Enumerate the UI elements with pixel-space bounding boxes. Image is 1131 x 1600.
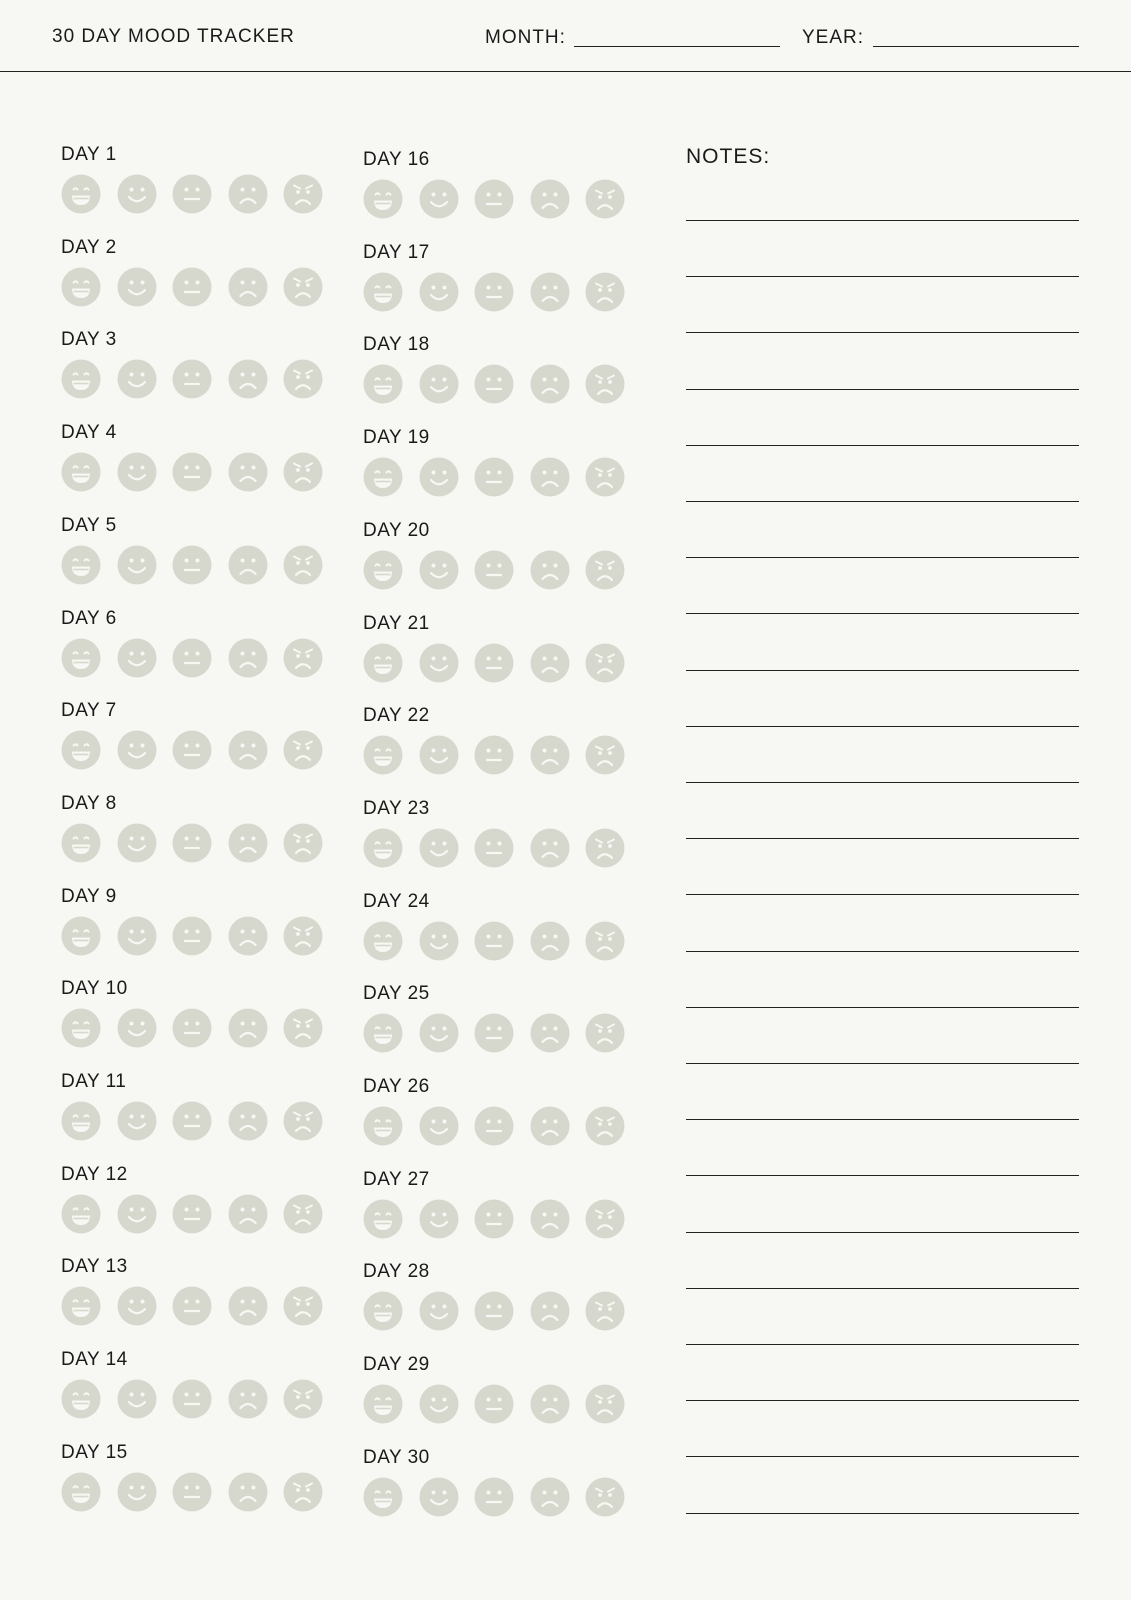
mood-options (61, 267, 351, 309)
day-row (61, 422, 351, 514)
mood-options (61, 1101, 351, 1143)
mood-options (61, 1472, 351, 1514)
laughing-face-icon[interactable] (61, 730, 101, 770)
day-row (61, 237, 351, 329)
neutral-face-icon[interactable] (474, 364, 514, 404)
notes-label: NOTES: (686, 145, 771, 168)
mood-options (363, 179, 653, 221)
angry-face-icon[interactable] (585, 921, 625, 961)
neutral-face-icon[interactable] (172, 1194, 212, 1234)
mood-options (61, 823, 351, 865)
laughing-face-icon[interactable] (61, 545, 101, 585)
day-label: DAY 27 (363, 1168, 430, 1190)
mood-options (61, 359, 351, 401)
mood-options (363, 1013, 653, 1055)
note-line[interactable] (686, 894, 1079, 895)
smiling-face-icon[interactable] (117, 267, 157, 307)
angry-face-icon[interactable] (283, 638, 323, 678)
neutral-face-icon[interactable] (474, 1106, 514, 1146)
angry-face-icon[interactable] (585, 1199, 625, 1239)
angry-face-icon[interactable] (283, 1101, 323, 1141)
day-row (61, 793, 351, 885)
laughing-face-icon[interactable] (363, 643, 403, 683)
sad-face-icon[interactable] (228, 730, 268, 770)
note-line[interactable] (686, 613, 1079, 614)
laughing-face-icon[interactable] (363, 828, 403, 868)
neutral-face-icon[interactable] (172, 267, 212, 307)
angry-face-icon[interactable] (283, 174, 323, 214)
day-label: DAY 24 (363, 890, 430, 912)
note-line[interactable] (686, 1344, 1079, 1345)
day-row (363, 520, 653, 612)
day-label: DAY 8 (61, 792, 117, 814)
mood-options (61, 730, 351, 772)
angry-face-icon[interactable] (585, 364, 625, 404)
day-row (61, 978, 351, 1070)
note-line[interactable] (686, 1288, 1079, 1289)
neutral-face-icon[interactable] (172, 359, 212, 399)
laughing-face-icon[interactable] (363, 1477, 403, 1517)
day-row (363, 1261, 653, 1353)
angry-face-icon[interactable] (585, 643, 625, 683)
day-row (363, 705, 653, 797)
laughing-face-icon[interactable] (61, 1008, 101, 1048)
sad-face-icon[interactable] (530, 457, 570, 497)
mood-options (363, 550, 653, 592)
day-label: DAY 3 (61, 329, 117, 351)
sad-face-icon[interactable] (228, 1194, 268, 1234)
mood-options (363, 1199, 653, 1241)
neutral-face-icon[interactable] (474, 1013, 514, 1053)
day-label: DAY 28 (363, 1261, 430, 1283)
neutral-face-icon[interactable] (474, 1477, 514, 1517)
angry-face-icon[interactable] (283, 1472, 323, 1512)
angry-face-icon[interactable] (585, 550, 625, 590)
laughing-face-icon[interactable] (61, 1472, 101, 1512)
angry-face-icon[interactable] (585, 1291, 625, 1331)
neutral-face-icon[interactable] (172, 1286, 212, 1326)
year-label: YEAR: (802, 27, 865, 48)
angry-face-icon[interactable] (283, 1379, 323, 1419)
note-line[interactable] (686, 951, 1079, 952)
mood-options (363, 1106, 653, 1148)
page-header (0, 0, 1131, 72)
sad-face-icon[interactable] (530, 1013, 570, 1053)
laughing-face-icon[interactable] (61, 1101, 101, 1141)
mood-options (61, 638, 351, 680)
neutral-face-icon[interactable] (172, 823, 212, 863)
day-label: DAY 19 (363, 427, 430, 449)
neutral-face-icon[interactable] (172, 1101, 212, 1141)
laughing-face-icon[interactable] (61, 638, 101, 678)
sad-face-icon[interactable] (530, 179, 570, 219)
mood-options (61, 545, 351, 587)
neutral-face-icon[interactable] (474, 1384, 514, 1424)
mood-options (363, 1384, 653, 1426)
note-line[interactable] (686, 389, 1079, 390)
mood-options (363, 1477, 653, 1519)
neutral-face-icon[interactable] (172, 730, 212, 770)
mood-options (61, 1194, 351, 1236)
laughing-face-icon[interactable] (363, 1013, 403, 1053)
sad-face-icon[interactable] (530, 735, 570, 775)
laughing-face-icon[interactable] (61, 916, 101, 956)
smiling-face-icon[interactable] (419, 457, 459, 497)
note-line[interactable] (686, 1175, 1079, 1176)
sad-face-icon[interactable] (228, 1379, 268, 1419)
day-label: DAY 26 (363, 1076, 430, 1097)
smiling-face-icon[interactable] (419, 179, 459, 219)
neutral-face-icon[interactable] (474, 179, 514, 219)
smiling-face-icon[interactable] (117, 174, 157, 214)
smiling-face-icon[interactable] (117, 638, 157, 678)
angry-face-icon[interactable] (283, 545, 323, 585)
day-row (61, 886, 351, 978)
neutral-face-icon[interactable] (474, 1199, 514, 1239)
sad-face-icon[interactable] (530, 643, 570, 683)
note-line[interactable] (686, 1232, 1079, 1233)
angry-face-icon[interactable] (585, 179, 625, 219)
smiling-face-icon[interactable] (117, 1286, 157, 1326)
smiling-face-icon[interactable] (117, 823, 157, 863)
day-row (61, 515, 351, 607)
laughing-face-icon[interactable] (61, 1379, 101, 1419)
month-label: MONTH: (485, 27, 566, 48)
laughing-face-icon[interactable] (363, 550, 403, 590)
note-line[interactable] (686, 332, 1079, 333)
day-row (61, 608, 351, 700)
day-row (61, 1164, 351, 1256)
sad-face-icon[interactable] (228, 545, 268, 585)
smiling-face-icon[interactable] (419, 1013, 459, 1053)
laughing-face-icon[interactable] (363, 1106, 403, 1146)
day-label: DAY 14 (61, 1349, 128, 1371)
day-label: DAY 1 (61, 144, 117, 165)
neutral-face-icon[interactable] (172, 545, 212, 585)
smiling-face-icon[interactable] (419, 1291, 459, 1331)
note-line[interactable] (686, 1400, 1079, 1401)
angry-face-icon[interactable] (585, 457, 625, 497)
laughing-face-icon[interactable] (363, 364, 403, 404)
angry-face-icon[interactable] (585, 828, 625, 868)
angry-face-icon[interactable] (585, 735, 625, 775)
sad-face-icon[interactable] (530, 1477, 570, 1517)
smiling-face-icon[interactable] (419, 921, 459, 961)
day-row (363, 1169, 653, 1261)
mood-options (61, 1286, 351, 1328)
day-row (61, 1071, 351, 1163)
angry-face-icon[interactable] (283, 730, 323, 770)
day-label: DAY 20 (363, 519, 430, 541)
day-label: DAY 18 (363, 334, 430, 356)
smiling-face-icon[interactable] (419, 1384, 459, 1424)
laughing-face-icon[interactable] (363, 1291, 403, 1331)
day-label: DAY 2 (61, 236, 117, 258)
laughing-face-icon[interactable] (61, 1286, 101, 1326)
laughing-face-icon[interactable] (61, 452, 101, 492)
sad-face-icon[interactable] (530, 921, 570, 961)
day-row (363, 242, 653, 334)
laughing-face-icon[interactable] (61, 174, 101, 214)
day-row (61, 329, 351, 421)
note-line[interactable] (686, 1513, 1079, 1514)
day-label: DAY 10 (61, 978, 128, 1000)
day-label: DAY 4 (61, 422, 117, 444)
angry-face-icon[interactable] (283, 1008, 323, 1048)
angry-face-icon[interactable] (283, 267, 323, 307)
angry-face-icon[interactable] (585, 1477, 625, 1517)
neutral-face-icon[interactable] (172, 174, 212, 214)
day-label: DAY 7 (61, 700, 117, 722)
day-label: DAY 6 (61, 607, 117, 629)
note-line[interactable] (686, 445, 1079, 446)
mood-options (61, 1008, 351, 1050)
laughing-face-icon[interactable] (61, 1194, 101, 1234)
angry-face-icon[interactable] (283, 823, 323, 863)
day-row (363, 891, 653, 983)
laughing-face-icon[interactable] (363, 921, 403, 961)
day-label: DAY 17 (363, 241, 430, 263)
smiling-face-icon[interactable] (117, 1101, 157, 1141)
day-label: DAY 29 (363, 1354, 430, 1376)
sad-face-icon[interactable] (530, 272, 570, 312)
mood-options (363, 828, 653, 870)
neutral-face-icon[interactable] (474, 921, 514, 961)
smiling-face-icon[interactable] (419, 272, 459, 312)
smiling-face-icon[interactable] (117, 545, 157, 585)
smiling-face-icon[interactable] (117, 1194, 157, 1234)
note-line[interactable] (686, 501, 1079, 502)
sad-face-icon[interactable] (530, 1384, 570, 1424)
angry-face-icon[interactable] (283, 452, 323, 492)
sad-face-icon[interactable] (228, 359, 268, 399)
day-label: DAY 23 (363, 797, 430, 819)
neutral-face-icon[interactable] (172, 1379, 212, 1419)
smiling-face-icon[interactable] (117, 730, 157, 770)
note-line[interactable] (686, 1007, 1079, 1008)
day-label: DAY 9 (61, 885, 117, 907)
neutral-face-icon[interactable] (474, 643, 514, 683)
smiling-face-icon[interactable] (419, 364, 459, 404)
laughing-face-icon[interactable] (363, 735, 403, 775)
sad-face-icon[interactable] (228, 267, 268, 307)
sad-face-icon[interactable] (228, 1286, 268, 1326)
year-field[interactable] (873, 46, 1079, 47)
day-label: DAY 16 (363, 149, 430, 170)
day-label: DAY 11 (61, 1071, 127, 1092)
laughing-face-icon[interactable] (61, 267, 101, 307)
day-row (363, 427, 653, 519)
smiling-face-icon[interactable] (117, 1472, 157, 1512)
angry-face-icon[interactable] (283, 916, 323, 956)
sad-face-icon[interactable] (530, 1199, 570, 1239)
neutral-face-icon[interactable] (474, 735, 514, 775)
day-label: DAY 15 (61, 1441, 128, 1463)
day-label: DAY 25 (363, 983, 430, 1005)
note-line[interactable] (686, 220, 1079, 221)
smiling-face-icon[interactable] (419, 1106, 459, 1146)
angry-face-icon[interactable] (283, 359, 323, 399)
angry-face-icon[interactable] (585, 1106, 625, 1146)
note-line[interactable] (686, 726, 1079, 727)
laughing-face-icon[interactable] (61, 359, 101, 399)
neutral-face-icon[interactable] (172, 452, 212, 492)
day-row (363, 1076, 653, 1168)
mood-options (363, 735, 653, 777)
mood-options (363, 1291, 653, 1333)
neutral-face-icon[interactable] (172, 638, 212, 678)
laughing-face-icon[interactable] (363, 272, 403, 312)
angry-face-icon[interactable] (585, 1384, 625, 1424)
note-line[interactable] (686, 1063, 1079, 1064)
mood-options (363, 643, 653, 685)
day-row (61, 700, 351, 792)
laughing-face-icon[interactable] (363, 179, 403, 219)
day-row (363, 983, 653, 1075)
mood-options (61, 452, 351, 494)
sad-face-icon[interactable] (530, 364, 570, 404)
neutral-face-icon[interactable] (474, 828, 514, 868)
sad-face-icon[interactable] (228, 1008, 268, 1048)
mood-options (363, 364, 653, 406)
laughing-face-icon[interactable] (363, 1384, 403, 1424)
smiling-face-icon[interactable] (117, 916, 157, 956)
laughing-face-icon[interactable] (363, 457, 403, 497)
day-label: DAY 5 (61, 514, 117, 536)
mood-options (363, 272, 653, 314)
neutral-face-icon[interactable] (474, 550, 514, 590)
note-line[interactable] (686, 276, 1079, 277)
note-line[interactable] (686, 782, 1079, 783)
mood-options (61, 174, 351, 216)
note-line[interactable] (686, 1119, 1079, 1120)
note-line[interactable] (686, 557, 1079, 558)
day-row (61, 1442, 351, 1534)
page-title: 30 DAY MOOD TRACKER (52, 26, 295, 47)
day-row (363, 334, 653, 426)
laughing-face-icon[interactable] (363, 1199, 403, 1239)
note-line[interactable] (686, 838, 1079, 839)
smiling-face-icon[interactable] (419, 735, 459, 775)
smiling-face-icon[interactable] (419, 828, 459, 868)
angry-face-icon[interactable] (283, 1194, 323, 1234)
neutral-face-icon[interactable] (172, 1008, 212, 1048)
smiling-face-icon[interactable] (419, 1199, 459, 1239)
neutral-face-icon[interactable] (474, 272, 514, 312)
mood-options (363, 457, 653, 499)
neutral-face-icon[interactable] (172, 916, 212, 956)
laughing-face-icon[interactable] (61, 823, 101, 863)
sad-face-icon[interactable] (530, 1106, 570, 1146)
mood-options (61, 916, 351, 958)
angry-face-icon[interactable] (585, 272, 625, 312)
day-label: DAY 22 (363, 705, 430, 727)
sad-face-icon[interactable] (228, 823, 268, 863)
neutral-face-icon[interactable] (474, 1291, 514, 1331)
smiling-face-icon[interactable] (419, 1477, 459, 1517)
day-row (363, 798, 653, 890)
sad-face-icon[interactable] (530, 1291, 570, 1331)
smiling-face-icon[interactable] (117, 1379, 157, 1419)
sad-face-icon[interactable] (228, 916, 268, 956)
day-label: DAY 21 (363, 612, 430, 634)
angry-face-icon[interactable] (585, 1013, 625, 1053)
sad-face-icon[interactable] (228, 638, 268, 678)
mood-options (363, 921, 653, 963)
smiling-face-icon[interactable] (419, 643, 459, 683)
smiling-face-icon[interactable] (117, 452, 157, 492)
day-row (61, 1256, 351, 1348)
day-label: DAY 30 (363, 1446, 430, 1468)
neutral-face-icon[interactable] (474, 457, 514, 497)
day-row (363, 149, 653, 241)
note-line[interactable] (686, 1456, 1079, 1457)
smiling-face-icon[interactable] (419, 550, 459, 590)
mood-options (61, 1379, 351, 1421)
sad-face-icon[interactable] (228, 452, 268, 492)
day-label: DAY 12 (61, 1163, 128, 1185)
day-row (363, 613, 653, 705)
day-label: DAY 13 (61, 1256, 128, 1278)
smiling-face-icon[interactable] (117, 359, 157, 399)
smiling-face-icon[interactable] (117, 1008, 157, 1048)
day-row (61, 144, 351, 236)
day-row (363, 1354, 653, 1446)
sad-face-icon[interactable] (530, 550, 570, 590)
day-row (363, 1447, 653, 1539)
sad-face-icon[interactable] (228, 1472, 268, 1512)
sad-face-icon[interactable] (228, 174, 268, 214)
note-line[interactable] (686, 670, 1079, 671)
angry-face-icon[interactable] (283, 1286, 323, 1326)
month-field[interactable] (574, 46, 780, 47)
sad-face-icon[interactable] (530, 828, 570, 868)
neutral-face-icon[interactable] (172, 1472, 212, 1512)
day-row (61, 1349, 351, 1441)
sad-face-icon[interactable] (228, 1101, 268, 1141)
